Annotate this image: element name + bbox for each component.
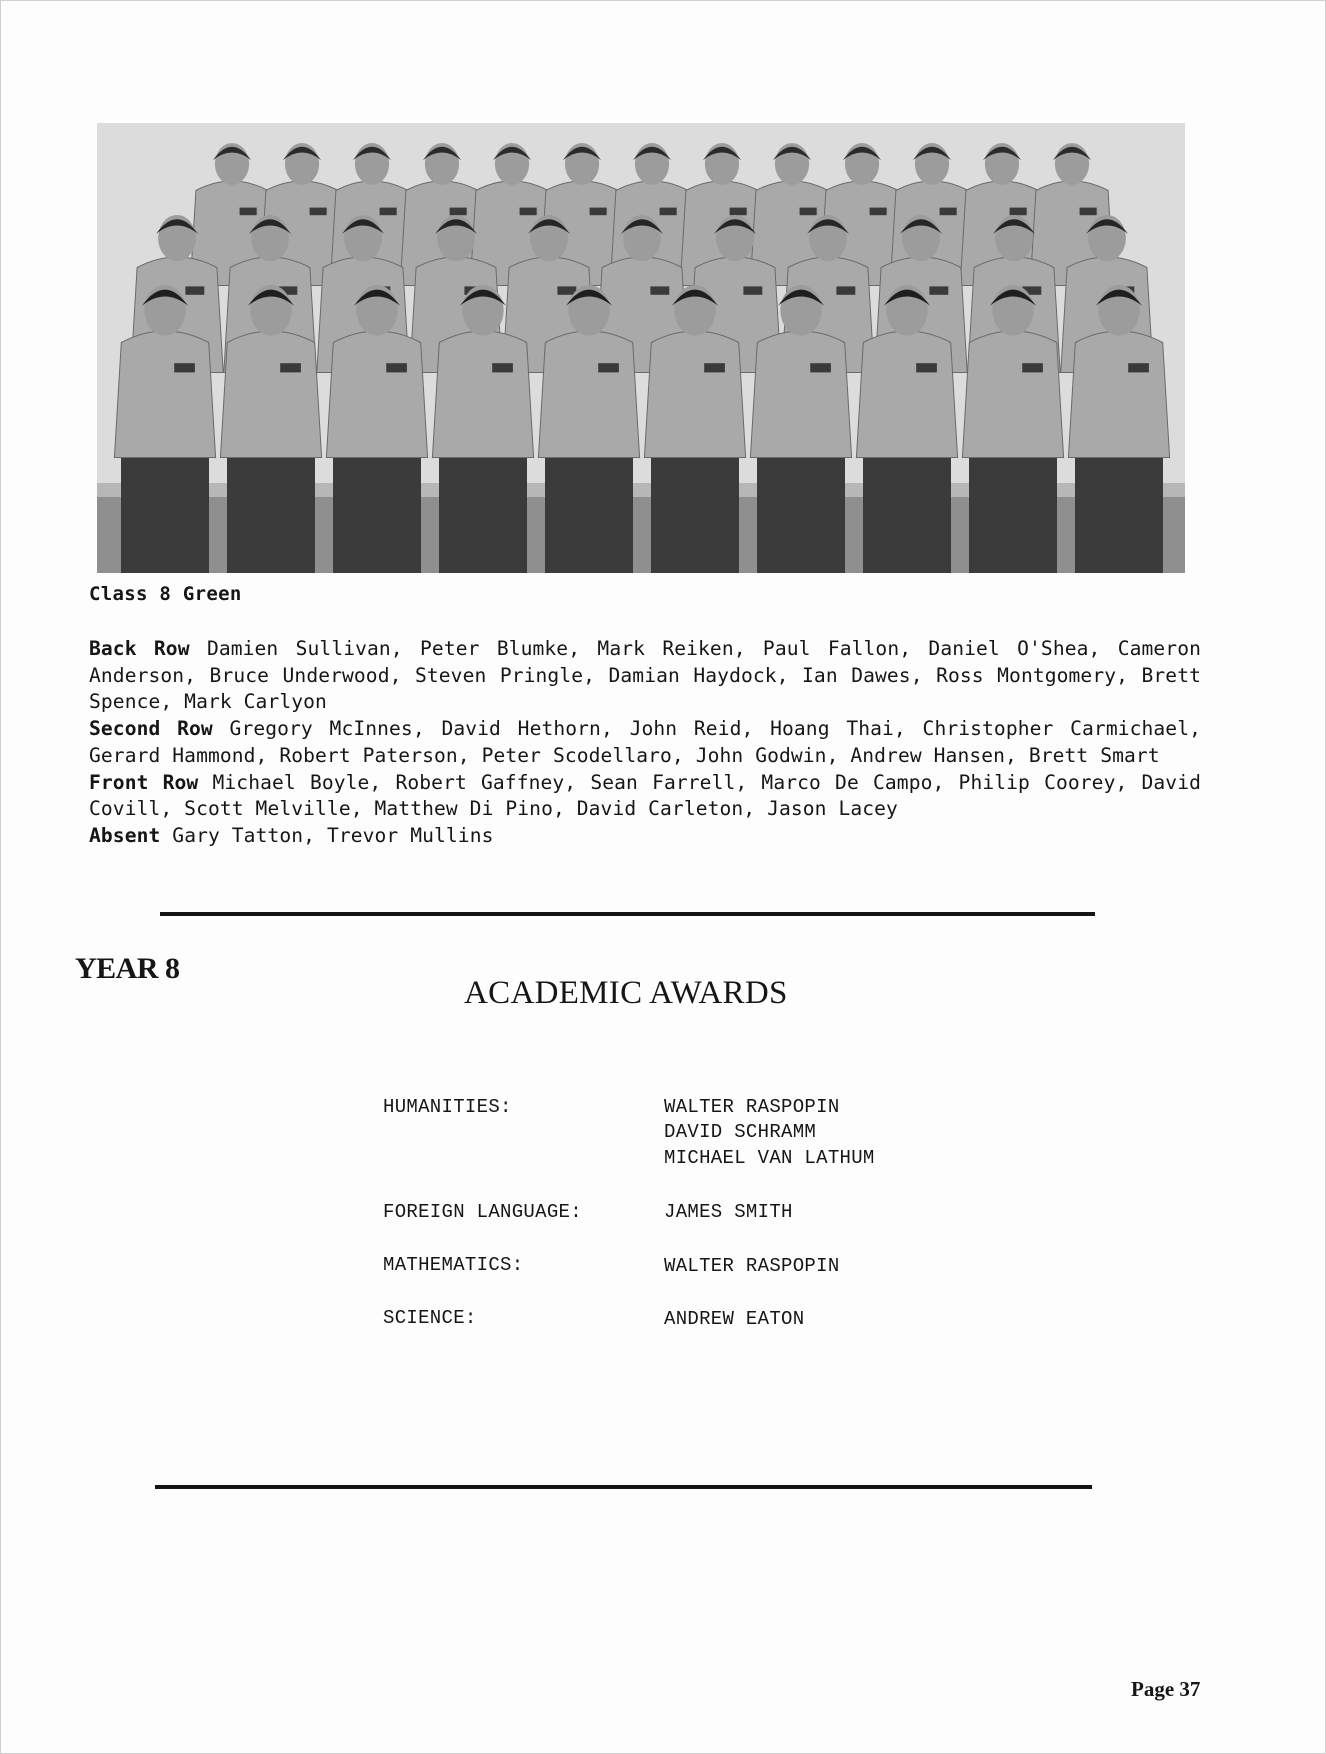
student-name-list bbox=[89, 636, 1201, 850]
front-row-trousers bbox=[121, 458, 209, 573]
front-row-trousers bbox=[333, 458, 421, 573]
second-row-line bbox=[89, 716, 1201, 769]
award-subject: HUMANITIES: bbox=[383, 1096, 512, 1118]
award-subject: MATHEMATICS: bbox=[383, 1254, 524, 1276]
page-number: Page 37 bbox=[1131, 1677, 1201, 1701]
class-photo-drawing bbox=[97, 123, 1185, 573]
year-heading: YEAR 8 bbox=[75, 952, 180, 985]
front-row-line bbox=[89, 770, 1201, 823]
award-winner: JAMES SMITH bbox=[664, 1201, 793, 1223]
class-photo bbox=[97, 123, 1185, 573]
front-row-trousers bbox=[651, 458, 739, 573]
back-row-line bbox=[89, 636, 1201, 716]
row-label: Second Row bbox=[89, 717, 213, 741]
awards-title: ACADEMIC AWARDS bbox=[464, 975, 788, 1011]
row-names: Damien Sullivan, Peter Blumke, Mark Reiken, Paul Fallon, Daniel O'Shea, Cameron Anderson, Bruce Underwood, Steven Pringle, Damian Haydock, Ian Dawes, Ross Montgomery, Brett Spence, Mark Carlyon bbox=[89, 637, 1201, 714]
row-label: Absent bbox=[89, 823, 161, 847]
row-names: Gary Tatton, Trevor Mullins bbox=[172, 823, 494, 847]
row-names: Michael Boyle, Robert Gaffney, Sean Farrell, Marco De Campo, Philip Coorey, David Covill, Scott Melville, Matthew Di Pino, David Carleton, Jason Lacey bbox=[89, 770, 1201, 821]
row-label: Front Row bbox=[89, 770, 199, 794]
front-row-trousers bbox=[545, 458, 633, 573]
award-subject: SCIENCE: bbox=[383, 1307, 477, 1329]
divider-top bbox=[160, 912, 1095, 916]
divider-bottom bbox=[155, 1485, 1092, 1489]
row-label: Back Row bbox=[89, 637, 190, 660]
front-row-trousers bbox=[757, 458, 845, 573]
row-names: Gregory McInnes, David Hethorn, John Reid, Hoang Thai, Christopher Carmichael, Gerard Hammond, Robert Paterson, Peter Scodellaro, John Godwin, Andrew Hansen, Brett Smart bbox=[89, 717, 1201, 767]
award-winner: MICHAEL VAN LATHUM bbox=[664, 1147, 875, 1169]
front-row-trousers bbox=[969, 458, 1057, 573]
award-winner: WALTER RASPOPIN bbox=[664, 1096, 840, 1118]
front-row-trousers bbox=[1075, 458, 1163, 573]
front-row-trousers bbox=[227, 458, 315, 573]
award-winner: ANDREW EATON bbox=[664, 1308, 805, 1330]
front-row-trousers bbox=[439, 458, 527, 573]
photo-caption: Class 8 Green bbox=[89, 583, 242, 605]
front-row-trousers bbox=[863, 458, 951, 573]
award-winner: DAVID SCHRAMM bbox=[664, 1121, 817, 1143]
absent-line bbox=[89, 823, 1201, 850]
award-subject: FOREIGN LANGUAGE: bbox=[383, 1201, 582, 1223]
award-winner: WALTER RASPOPIN bbox=[664, 1255, 840, 1277]
